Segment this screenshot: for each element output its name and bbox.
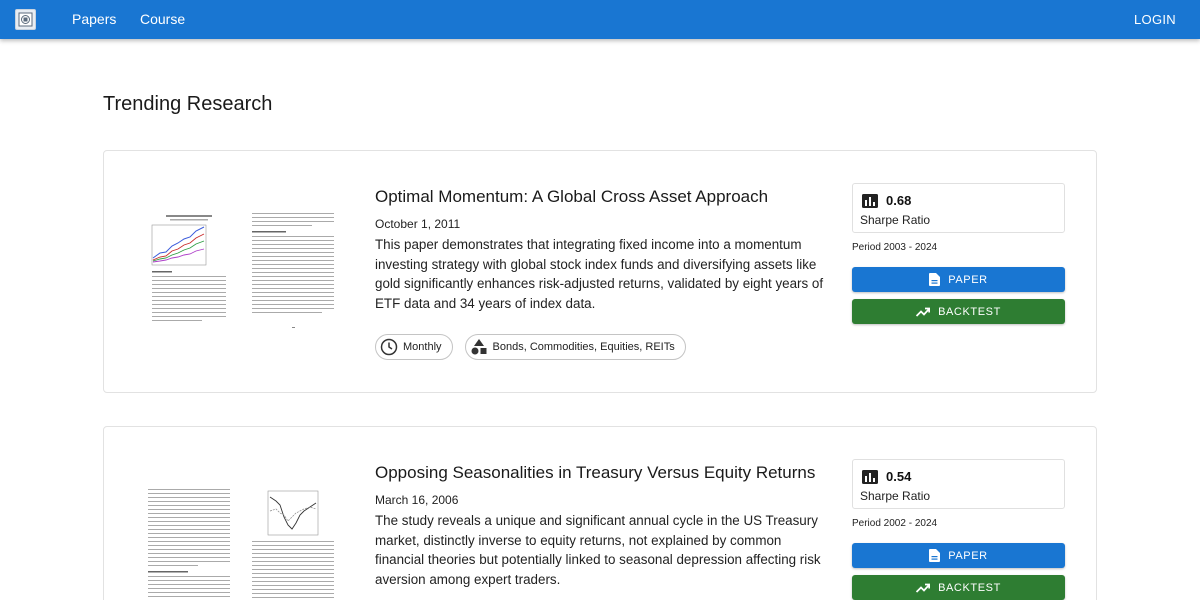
paper-page-thumbnail bbox=[248, 203, 338, 333]
paper-button[interactable] bbox=[852, 267, 1065, 292]
paper-page-thumbnail bbox=[144, 203, 234, 333]
paper-date: March 16, 2006 bbox=[375, 493, 459, 507]
paper-date: October 1, 2011 bbox=[375, 217, 461, 231]
paper-button[interactable] bbox=[852, 543, 1065, 568]
paper-card[interactable] bbox=[103, 426, 1097, 600]
paper-title[interactable]: Optimal Momentum: A Global Cross Asset Approach bbox=[375, 187, 769, 206]
clock-icon bbox=[380, 338, 398, 356]
chip-label: Monthly bbox=[403, 341, 442, 353]
paper-thumbnail[interactable] bbox=[144, 487, 344, 600]
shapes-icon bbox=[470, 338, 488, 356]
backtest-button-label: BACKTEST bbox=[938, 581, 1001, 594]
sharpe-ratio-box bbox=[852, 183, 1065, 233]
sharpe-ratio-value: 0.54 bbox=[886, 469, 912, 484]
period-text: Period 2002 - 2024 bbox=[852, 518, 938, 529]
paper-button-label: PAPER bbox=[948, 549, 988, 562]
paper-description: The study reveals a unique and significant annual cycle in the US Treasury market, distinctly inverse to equity returns, not explained by common financial theories but potentially linked to seasonal depression affecting risk aversion among expert traders. bbox=[375, 513, 821, 587]
bar-chart-icon bbox=[862, 470, 878, 484]
nav-papers[interactable]: Papers bbox=[72, 11, 117, 27]
paper-title[interactable]: Opposing Seasonalities in Treasury Versus Equity Returns bbox=[375, 463, 816, 482]
paper-thumbnail[interactable] bbox=[144, 203, 344, 333]
paper-page-thumbnail bbox=[248, 487, 338, 600]
paper-card[interactable] bbox=[103, 150, 1097, 393]
paper-page-thumbnail bbox=[144, 487, 234, 600]
paper-description: This paper demonstrates that integrating fixed income into a momentum investing strategy with global stock index funds and diversifying assets like gold significantly enhances risk-adjusted returns, validated by eight years of ETF data and 34 years of index data. bbox=[375, 237, 824, 311]
paper-button-label: PAPER bbox=[948, 273, 988, 286]
sharpe-ratio-label: Sharpe Ratio bbox=[860, 213, 931, 227]
document-icon bbox=[929, 549, 940, 562]
sharpe-ratio-label: Sharpe Ratio bbox=[860, 489, 931, 503]
journal-logo-icon[interactable] bbox=[15, 9, 36, 30]
backtest-button-label: BACKTEST bbox=[938, 305, 1001, 318]
paper-tags bbox=[375, 334, 686, 360]
trending-up-icon bbox=[916, 583, 930, 593]
backtest-button[interactable] bbox=[852, 299, 1065, 324]
frequency-chip[interactable] bbox=[375, 334, 453, 360]
chip-label: Bonds, Commodities, Equities, REITs bbox=[492, 341, 675, 353]
login-button[interactable]: LOGIN bbox=[1134, 12, 1176, 27]
app-bar bbox=[0, 0, 1200, 39]
asset-class-chip[interactable] bbox=[465, 334, 686, 360]
page-title: Trending Research bbox=[103, 93, 273, 115]
nav-course[interactable]: Course bbox=[140, 11, 186, 27]
bar-chart-icon bbox=[862, 194, 878, 208]
trending-up-icon bbox=[916, 307, 930, 317]
document-icon bbox=[929, 273, 940, 286]
sharpe-ratio-value: 0.68 bbox=[886, 193, 912, 208]
period-text: Period 2003 - 2024 bbox=[852, 242, 938, 253]
backtest-button[interactable] bbox=[852, 575, 1065, 600]
sharpe-ratio-box bbox=[852, 459, 1065, 509]
